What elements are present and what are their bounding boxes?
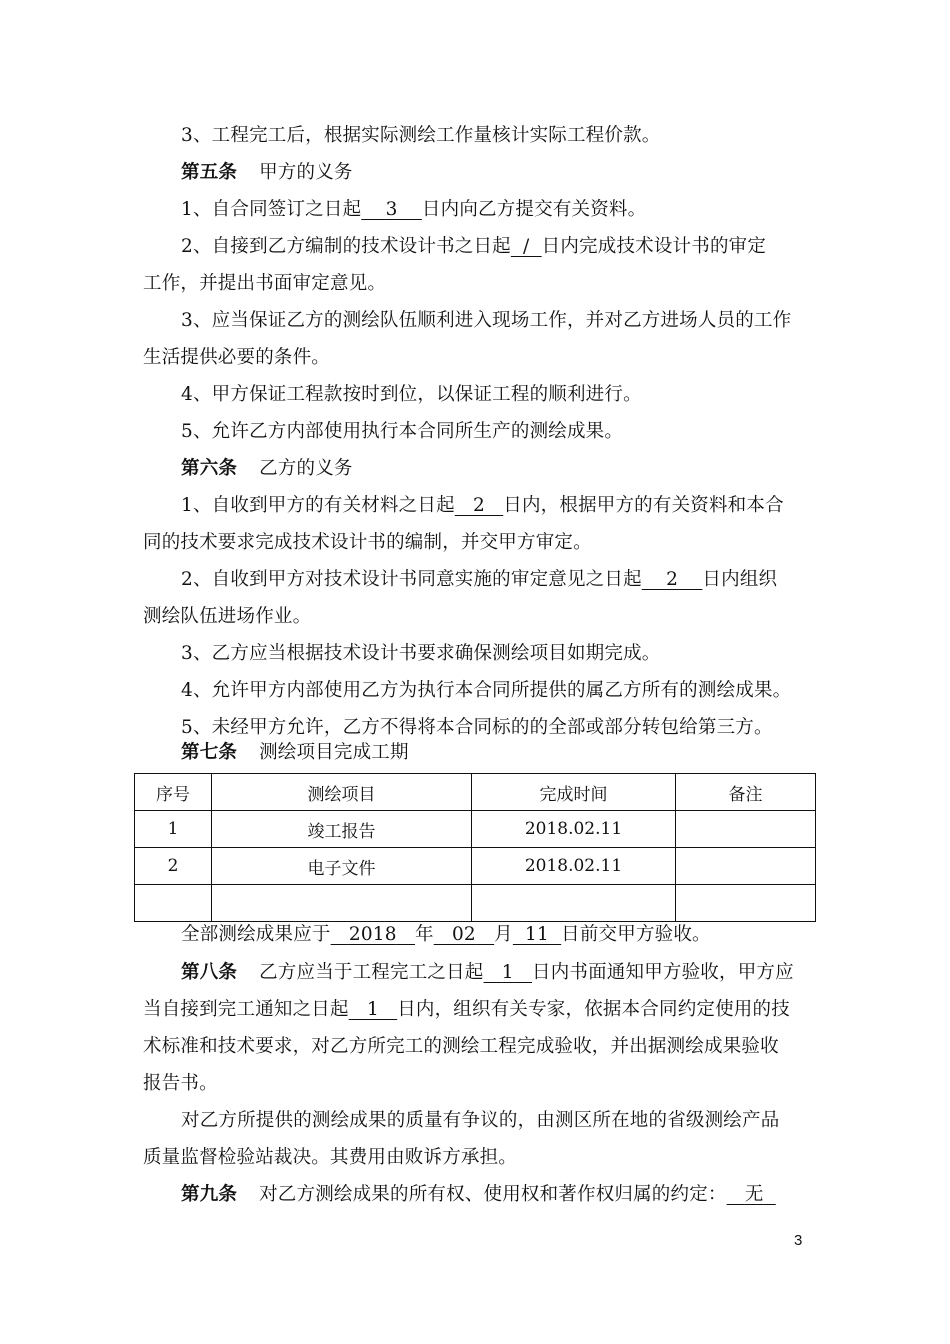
clause-6-1-cont	[143, 530, 592, 556]
clause-text: 对乙方测绘成果的所有权、使用权和著作权归属的约定：	[259, 1184, 727, 1205]
blank-value: 2	[666, 569, 679, 590]
clause-5-2	[181, 234, 766, 260]
clause-text: 全部测绘成果应于	[181, 924, 331, 945]
clause-text: 术标准和技术要求，对乙方所完工的测绘工程完成验收，并出据测绘成果验收	[143, 1036, 779, 1057]
table-cell: 2018.02.11	[472, 811, 676, 848]
article-7-heading	[181, 740, 409, 766]
article-8-line-2	[143, 997, 790, 1023]
clause-text: 同的技术要求完成技术设计书的编制，并交甲方审定。	[143, 532, 592, 553]
table-header-cell: 完成时间	[472, 774, 676, 811]
clause-text: 工作，并提出书面审定意见。	[143, 273, 387, 294]
schedule-table	[134, 773, 816, 922]
article-9	[181, 1182, 776, 1208]
blank-value: 2	[473, 495, 486, 516]
blank-value: 02	[451, 924, 476, 945]
article-8-line-3	[143, 1034, 779, 1060]
article-title: 乙方的义务	[259, 458, 353, 479]
table-cell	[212, 885, 472, 922]
blank-days	[484, 962, 532, 983]
clause-price-3	[181, 123, 660, 149]
clause-5-3-cont	[143, 345, 330, 371]
clause-text: 3、乙方应当根据技术设计书要求确保测绘项目如期完成。	[181, 643, 661, 664]
blank-days	[361, 199, 422, 220]
table-header-row	[135, 774, 816, 811]
clause-text: 对乙方所提供的测绘成果的质量有争议的，由测区所在地的省级测绘产品	[181, 1110, 780, 1131]
table-row	[135, 811, 816, 848]
table-header-cell: 序号	[135, 774, 212, 811]
clause-text: 4、甲方保证工程款按时到位，以保证工程的顺利进行。	[181, 384, 642, 405]
clause-text: 日内组织	[702, 569, 778, 590]
clause-text: 日内，组织有关专家，依据本合同约定使用的技	[397, 999, 790, 1020]
blank-value: 1	[501, 962, 514, 983]
clause-6-3	[181, 641, 660, 667]
clause-6-2-cont	[143, 604, 311, 630]
delivery-deadline	[181, 922, 711, 948]
table-cell	[676, 885, 816, 922]
article-number: 第八条	[181, 962, 238, 983]
clause-text: 测绘队伍进场作业。	[143, 606, 312, 627]
blank-value: 11	[525, 924, 549, 945]
clause-text: 1、自合同签订之日起	[181, 199, 362, 220]
blank-days	[455, 495, 503, 516]
clause-text: 日内向乙方提交有关资料。	[421, 199, 647, 220]
clause-text: 5、未经甲方允许，乙方不得将本合同标的的全部或部分转包给第三方。	[181, 717, 773, 738]
clause-text: 3、应当保证乙方的测绘队伍顺利进入现场工作，并对乙方进场人员的工作	[181, 310, 792, 331]
blank-days	[642, 569, 703, 590]
clause-6-2	[181, 567, 777, 593]
table-cell	[676, 811, 816, 848]
clause-5-3	[181, 308, 791, 334]
blank-value: 1	[366, 999, 379, 1020]
clause-6-5	[181, 715, 773, 741]
clause-text: 日内书面通知甲方验收，甲方应	[532, 962, 794, 983]
clause-5-4	[181, 382, 642, 408]
table-header-cell: 备注	[676, 774, 816, 811]
article-number: 第七条	[181, 742, 238, 763]
clause-6-4	[181, 678, 791, 704]
blank-day	[513, 924, 561, 945]
table-cell: 电子文件	[212, 848, 472, 885]
blank-year	[331, 924, 415, 945]
table-row	[135, 885, 816, 922]
clause-text: 1、自收到甲方的有关材料之日起	[181, 495, 455, 516]
article-number: 第六条	[181, 458, 238, 479]
table-cell: 竣工报告	[212, 811, 472, 848]
clause-text: 日前交甲方验收。	[561, 924, 711, 945]
blank-value: /	[523, 236, 530, 257]
clause-5-2-cont	[143, 271, 386, 297]
clause-text: 乙方应当于工程完工之日起	[259, 962, 484, 983]
blank-value: 3	[385, 199, 398, 220]
blank-value: 2018	[348, 924, 397, 945]
article-8-line-4	[143, 1071, 218, 1097]
table-header-cell: 测绘项目	[212, 774, 472, 811]
table-cell: 2018.02.11	[472, 848, 676, 885]
clause-text: 2、自收到甲方对技术设计书同意实施的审定意见之日起	[181, 569, 642, 590]
article-title: 甲方的义务	[259, 162, 353, 183]
article-8	[181, 960, 794, 986]
article-5-heading	[181, 160, 353, 186]
blank-ownership	[727, 1184, 776, 1205]
clause-text: 日内，根据甲方的有关资料和本合	[503, 495, 784, 516]
table-cell	[472, 885, 676, 922]
clause-text: 年	[415, 924, 434, 945]
table-cell: 1	[135, 811, 212, 848]
clause-text: 4、允许甲方内部使用乙方为执行本合同所提供的属乙方所有的测绘成果。	[181, 680, 792, 701]
clause-text: 2、自接到乙方编制的技术设计书之日起	[181, 236, 511, 257]
clause-text: 5、允许乙方内部使用执行本合同所生产的测绘成果。	[181, 421, 624, 442]
table-cell	[135, 885, 212, 922]
article-number: 第九条	[181, 1184, 238, 1205]
blank-month	[434, 924, 494, 945]
table-cell: 2	[135, 848, 212, 885]
article-6-heading	[181, 456, 353, 482]
clause-6-1	[181, 493, 784, 519]
blank-days	[511, 236, 542, 257]
article-title: 测绘项目完成工期	[259, 742, 409, 763]
clause-text: 月	[494, 924, 513, 945]
table-row	[135, 848, 816, 885]
clause-5-5	[181, 419, 623, 445]
blank-days	[349, 999, 397, 1020]
table-cell	[676, 848, 816, 885]
clause-text: 生活提供必要的条件。	[143, 347, 331, 368]
clause-text: 质量监督检验站裁决。其费用由败诉方承担。	[143, 1147, 518, 1168]
dispute-clause-cont	[143, 1145, 517, 1171]
blank-value: 无	[744, 1184, 764, 1205]
clause-5-1	[181, 197, 646, 223]
dispute-clause	[181, 1108, 779, 1134]
page-number: 3	[794, 1232, 803, 1249]
clause-text: 当自接到完工通知之日起	[143, 999, 349, 1020]
clause-text: 日内完成技术设计书的审定	[541, 236, 767, 257]
article-number: 第五条	[181, 162, 238, 183]
clause-text: 报告书。	[143, 1073, 218, 1094]
clause-text: 3、工程完工后，根据实际测绘工作量核计实际工程价款。	[181, 125, 661, 146]
